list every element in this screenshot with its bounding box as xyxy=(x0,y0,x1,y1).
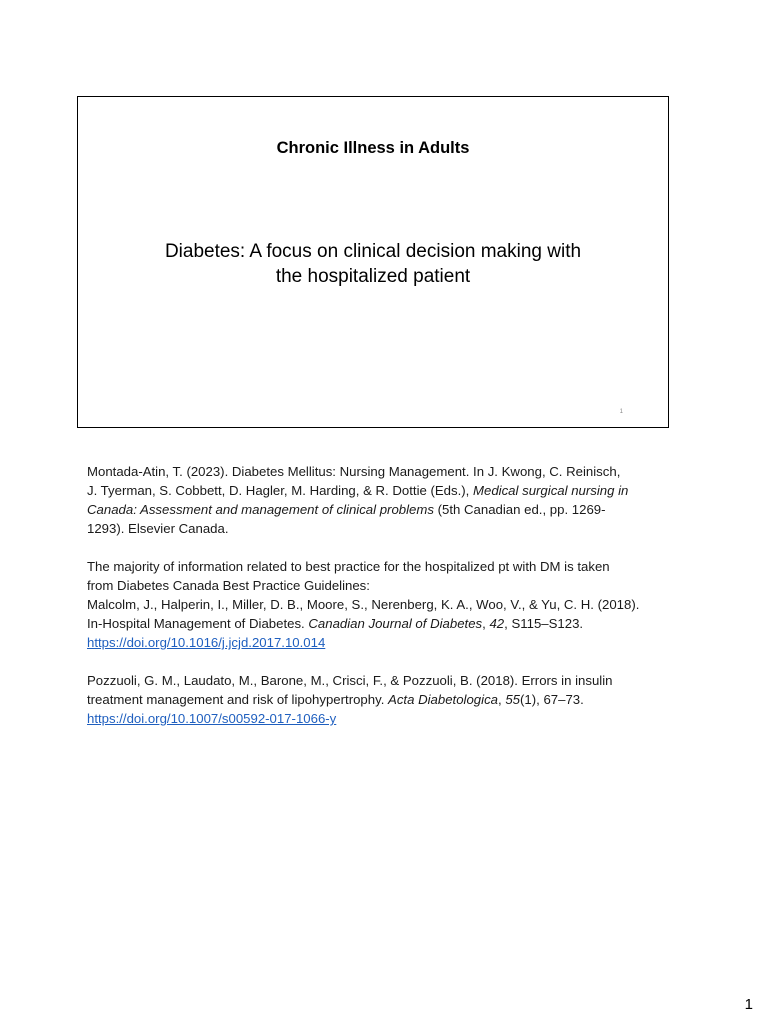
journal-title: Acta Diabetologica xyxy=(388,692,498,707)
reference-text: , S115–S123. xyxy=(504,616,584,631)
slide-subtitle-line-1: Diabetes: A focus on clinical decision making with xyxy=(164,241,582,262)
reference-line: 1293). Elsevier Canada. xyxy=(87,521,229,536)
reference-line: Pozzuoli, G. M., Laudato, M., Barone, M., Crisci, F., & Pozzuoli, B. (2018). Errors in insulin xyxy=(87,673,613,688)
reference-text: J. Tyerman, S. Cobbett, D. Hagler, M. Harding, & R. Dottie (Eds.), xyxy=(87,483,473,498)
reference-line xyxy=(87,500,702,519)
reference-line: Montada-Atin, T. (2023). Diabetes Mellitus: Nursing Management. In J. Kwong, C. Reinisch, xyxy=(87,464,621,479)
book-title: Canada: Assessment and management of clinical problems xyxy=(87,502,434,517)
reference-text: , xyxy=(482,616,490,631)
reference-malcolm xyxy=(87,557,702,652)
reference-text: In-Hospital Management of Diabetes. xyxy=(87,616,309,631)
reference-text: , xyxy=(498,692,506,707)
reference-line xyxy=(87,614,702,633)
reference-text: (1), 67–73. xyxy=(520,692,584,707)
reference-line: from Diabetes Canada Best Practice Guidelines: xyxy=(87,578,370,593)
doi-link-pozzuoli[interactable]: https://doi.org/10.1007/s00592-017-1066-y xyxy=(87,711,337,726)
journal-title: Canadian Journal of Diabetes xyxy=(308,616,483,631)
doi-link-malcolm[interactable]: https://doi.org/10.1016/j.jcjd.2017.10.014 xyxy=(87,635,326,650)
reference-pozzuoli xyxy=(87,671,702,728)
slide-number: 1 xyxy=(619,409,623,415)
slide-thumbnail xyxy=(77,96,669,428)
book-title: Medical surgical nursing in xyxy=(473,483,629,498)
reference-text: (5th Canadian ed., pp. 1269- xyxy=(433,502,606,517)
journal-volume: 42 xyxy=(489,616,505,631)
journal-volume: 55 xyxy=(505,692,520,707)
page-number: 1 xyxy=(744,996,753,1013)
reference-text: treatment management and risk of lipohypertrophy. xyxy=(87,692,389,707)
reference-montada-atin xyxy=(87,462,702,538)
reference-line xyxy=(87,690,702,709)
reference-line: The majority of information related to best practice for the hospitalized pt with DM is taken xyxy=(87,559,610,574)
slide-subtitle xyxy=(78,239,668,289)
reference-line xyxy=(87,481,702,500)
slide-title: Chronic Illness in Adults xyxy=(276,139,470,157)
slide-subtitle-line-2: the hospitalized patient xyxy=(275,266,471,287)
speaker-notes xyxy=(87,462,702,747)
reference-line: Malcolm, J., Halperin, I., Miller, D. B., Moore, S., Nerenberg, K. A., Woo, V., & Yu, C. H. (2018). xyxy=(87,597,640,612)
